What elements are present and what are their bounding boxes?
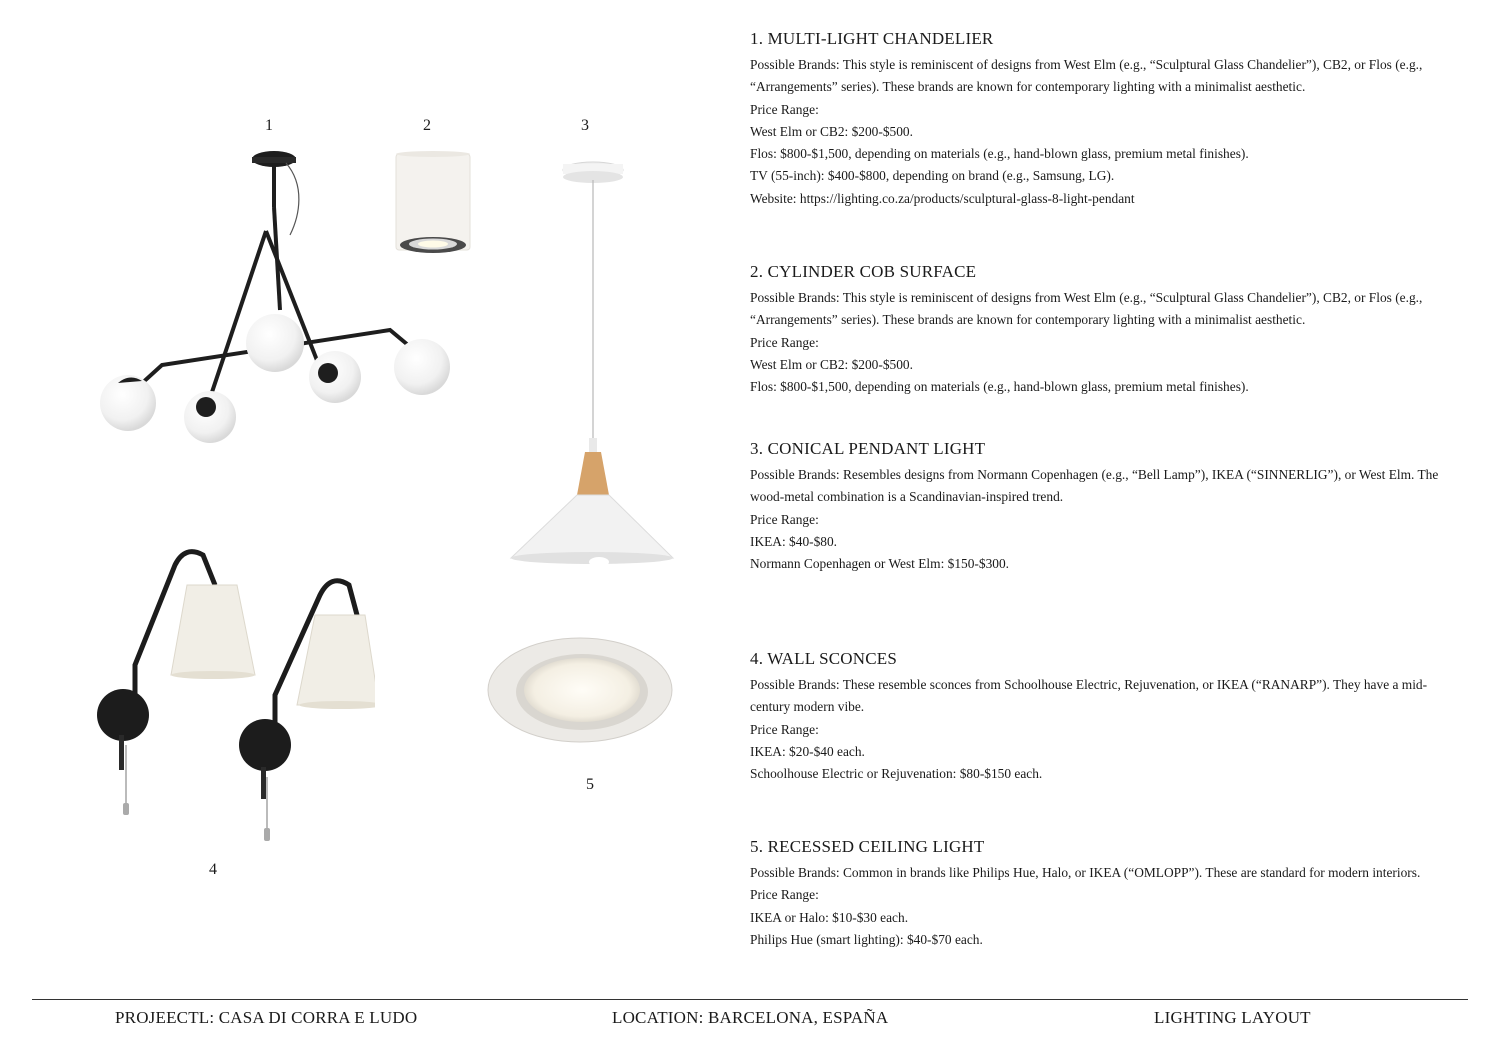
- spec-line: Flos: $800-$1,500, depending on materials (e.g., hand-blown glass, premium metal finishes).: [750, 379, 1249, 395]
- spec-line: Schoolhouse Electric or Rejuvenation: $80-$150 each.: [750, 766, 1043, 782]
- spec-line: wood-metal combination is a Scandinavian-inspired trend.: [750, 489, 1064, 505]
- spec-recessed-light: [750, 836, 1470, 951]
- footer-location: LOCATION: BARCELONA, ESPAÑA: [612, 1008, 889, 1027]
- spec-line: Price Range:: [750, 334, 819, 350]
- spec-line: West Elm or CB2: $200-$500.: [750, 123, 913, 139]
- spec-line: West Elm or CB2: $200-$500.: [750, 356, 913, 372]
- spec-title: 4. WALL SCONCES: [750, 649, 898, 668]
- spec-line: Price Range:: [750, 101, 819, 117]
- spec-chandelier: [750, 28, 1470, 210]
- spec-line: Normann Copenhagen or West Elm: $150-$300.: [750, 556, 1010, 572]
- spec-line: Possible Brands: This style is reminiscent of designs from West Elm (e.g., “Sculptural Glass Chandelier”), CB2, or Flos (e.g.,: [750, 290, 1423, 305]
- spec-conical-pendant: [750, 438, 1470, 575]
- spec-cylinder-cob: [750, 261, 1470, 398]
- spec-line: Price Range:: [750, 887, 819, 903]
- spec-line: Possible Brands: Resembles designs from Normann Copenhagen (e.g., “Bell Lamp”), IKEA (“SINNERLIG”), or West Elm. The: [750, 467, 1439, 482]
- spec-line: Philips Hue (smart lighting): $40-$70 each.: [750, 931, 983, 947]
- spec-line: “Arrangements” series). These brands are known for contemporary lighting with a minimalist aesthetic.: [750, 312, 1306, 328]
- conical-pendant-image: [505, 150, 680, 575]
- fixture-label-2: 2: [423, 117, 431, 134]
- spec-title: 5. RECESSED CEILING LIGHT: [750, 837, 985, 856]
- footer-project: PROJEECTL: CASA DI CORRA E LUDO: [115, 1008, 418, 1027]
- spec-line: IKEA: $40-$80.: [750, 533, 838, 549]
- spec-line: century modern vibe.: [750, 699, 865, 715]
- spec-line: Flos: $800-$1,500, depending on materials (e.g., hand-blown glass, premium metal finishes).: [750, 146, 1249, 162]
- fixture-label-3: 3: [581, 117, 589, 134]
- spec-line: IKEA or Halo: $10-$30 each.: [750, 909, 909, 925]
- spec-line: Price Range:: [750, 511, 819, 527]
- spec-line: Possible Brands: Common in brands like Philips Hue, Halo, or IKEA (“OMLOPP”). These are standard for modern interiors.: [750, 865, 1421, 880]
- spec-wall-sconces: [750, 648, 1470, 785]
- spec-line: Possible Brands: This style is reminiscent of designs from West Elm (e.g., “Sculptural Glass Chandelier”), CB2, or Flos (e.g.,: [750, 57, 1423, 72]
- spec-line: TV (55-inch): $400-$800, depending on brand (e.g., Samsung, LG).: [750, 168, 1115, 184]
- spec-title: 1. MULTI-LIGHT CHANDELIER: [750, 29, 994, 48]
- fixture-label-5: 5: [586, 776, 594, 793]
- footer-sheet-title: LIGHTING LAYOUT: [1154, 1008, 1311, 1027]
- spec-line: IKEA: $20-$40 each.: [750, 743, 865, 759]
- spec-line: Website: https://lighting.co.za/products/sculptural-glass-8-light-pendant: [750, 190, 1135, 206]
- spec-line: Price Range:: [750, 721, 819, 737]
- spec-title: 3. CONICAL PENDANT LIGHT: [750, 439, 986, 458]
- footer-divider: [32, 999, 1468, 1000]
- recessed-light-image: [486, 636, 676, 746]
- spec-title: 2. CYLINDER COB SURFACE: [750, 262, 977, 281]
- spec-line: Possible Brands: These resemble sconces from Schoolhouse Electric, Rejuvenation, or IKEA (“RANARP”). They have a mid-: [750, 677, 1428, 692]
- cylinder-cob-image: [390, 150, 476, 260]
- fixture-label-1: 1: [265, 117, 273, 134]
- fixture-label-4: 4: [209, 861, 217, 878]
- wall-sconces-image: [95, 545, 375, 845]
- spec-line: “Arrangements” series). These brands are known for contemporary lighting with a minimalist aesthetic.: [750, 79, 1306, 95]
